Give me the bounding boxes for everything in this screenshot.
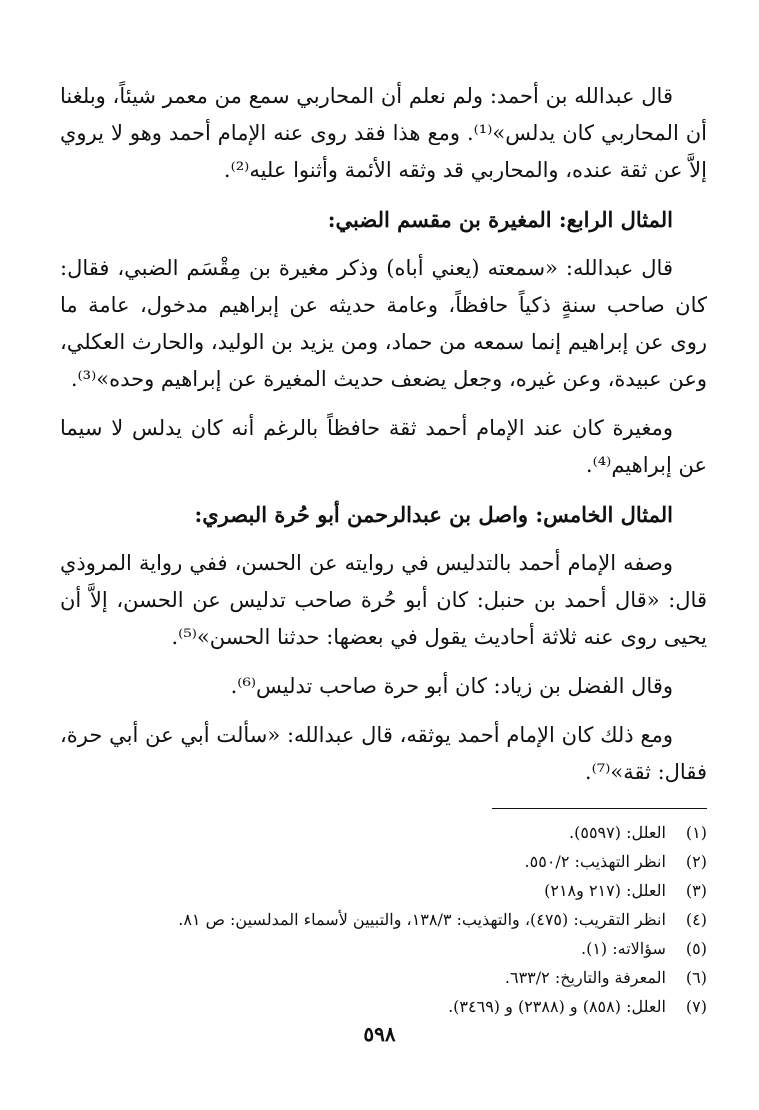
footnote-item <box>60 963 707 992</box>
paragraph-2: قال عبدالله: «سمعته (يعني أباه) وذكر مغيرة بن مِقْسَم الضبي، فقال: كان صاحب سنةٍ ذكياً حافظاً، وعامة حديثه عن إبراهيم مدخول، عامة ما روى عن إبراهيم إنما سمعه من حماد، ومن يزيد بن الوليد، والحارث العكلي، وعن عبيدة، وعن غيره، وجعل يضعف حديث المغيرة عن إبراهيم وحده»⁽³⁾. <box>60 256 707 391</box>
paragraph-1: قال عبدالله بن أحمد: ولم نعلم أن المحاربي سمع من معمر شيئاً، وبلغنا أن المحاربي كان يدلس»⁽¹⁾. ومع هذا فقد روى عنه الإمام أحمد وهو لا يروي إلاَّ عن ثقة عنده، والمحاربي قد وثقه الأئمة وأثنوا عليه⁽²⁾. <box>60 84 707 182</box>
footnote-item <box>60 818 707 847</box>
footnote-text: انظر التهذيب: ٥٥٠/٢. <box>524 852 666 871</box>
footnote-divider <box>492 808 707 809</box>
main-text <box>60 78 707 803</box>
page-number: ٥٩٨ <box>363 1022 396 1046</box>
footnote-number: (٦) <box>685 968 707 987</box>
footnote-item <box>60 992 707 1021</box>
footnote-item <box>60 905 707 934</box>
footnote-number: (٥) <box>685 939 707 958</box>
heading-example-5: المثال الخامس: واصل بن عبدالرحمن أبو حُرة البصري: <box>194 502 673 527</box>
footnote-number: (٣) <box>685 881 707 900</box>
footnote-number: (٧) <box>685 997 707 1016</box>
footnote-text: العلل: (٢١٧ و٢١٨) <box>544 881 666 900</box>
footnote-text: العلل: (٨٥٨) و (٢٣٨٨) و (٣٤٦٩). <box>448 997 666 1016</box>
paragraph-4: وصفه الإمام أحمد بالتدليس في روايته عن الحسن، ففي رواية المروذي قال: «قال أحمد بن حنبل: كان أبو حُرة صاحب تدليس عن الحسن، إلاَّ أن يحيى روى عنه ثلاثة أحاديث يقول في بعضها: حدثنا الحسن»⁽⁵⁾. <box>60 551 707 649</box>
paragraph-5: وقال الفضل بن زياد: كان أبو حرة صاحب تدليس⁽⁶⁾. <box>230 674 673 698</box>
footnote-item <box>60 934 707 963</box>
footnote-number: (٢) <box>685 852 707 871</box>
footnote-number: (١) <box>685 823 707 842</box>
footnote-item <box>60 876 707 905</box>
footnote-text: انظر التقريب: (٤٧٥)، والتهذيب: ١٣٨/٣، والتبيين لأسماء المدلسين: ص ٨١. <box>178 910 666 929</box>
footnotes <box>60 818 707 1021</box>
paragraph-6: ومع ذلك كان الإمام أحمد يوثقه، قال عبدالله: «سألت أبي عن أبي حرة، فقال: ثقة»⁽⁷⁾. <box>60 723 707 784</box>
paragraph-3: ومغيرة كان عند الإمام أحمد ثقة حافظاً بالرغم أنه كان يدلس لا سيما عن إبراهيم⁽⁴⁾. <box>60 416 707 477</box>
footnote-text: سؤالاته: (١). <box>580 939 666 958</box>
footnote-item <box>60 847 707 876</box>
footnote-number: (٤) <box>685 910 707 929</box>
footnote-text: المعرفة والتاريخ: ٦٣٣/٢. <box>504 968 666 987</box>
footnote-text: العلل: (٥٥٩٧). <box>569 823 666 842</box>
heading-example-4: المثال الرابع: المغيرة بن مقسم الضبي: <box>327 207 673 232</box>
